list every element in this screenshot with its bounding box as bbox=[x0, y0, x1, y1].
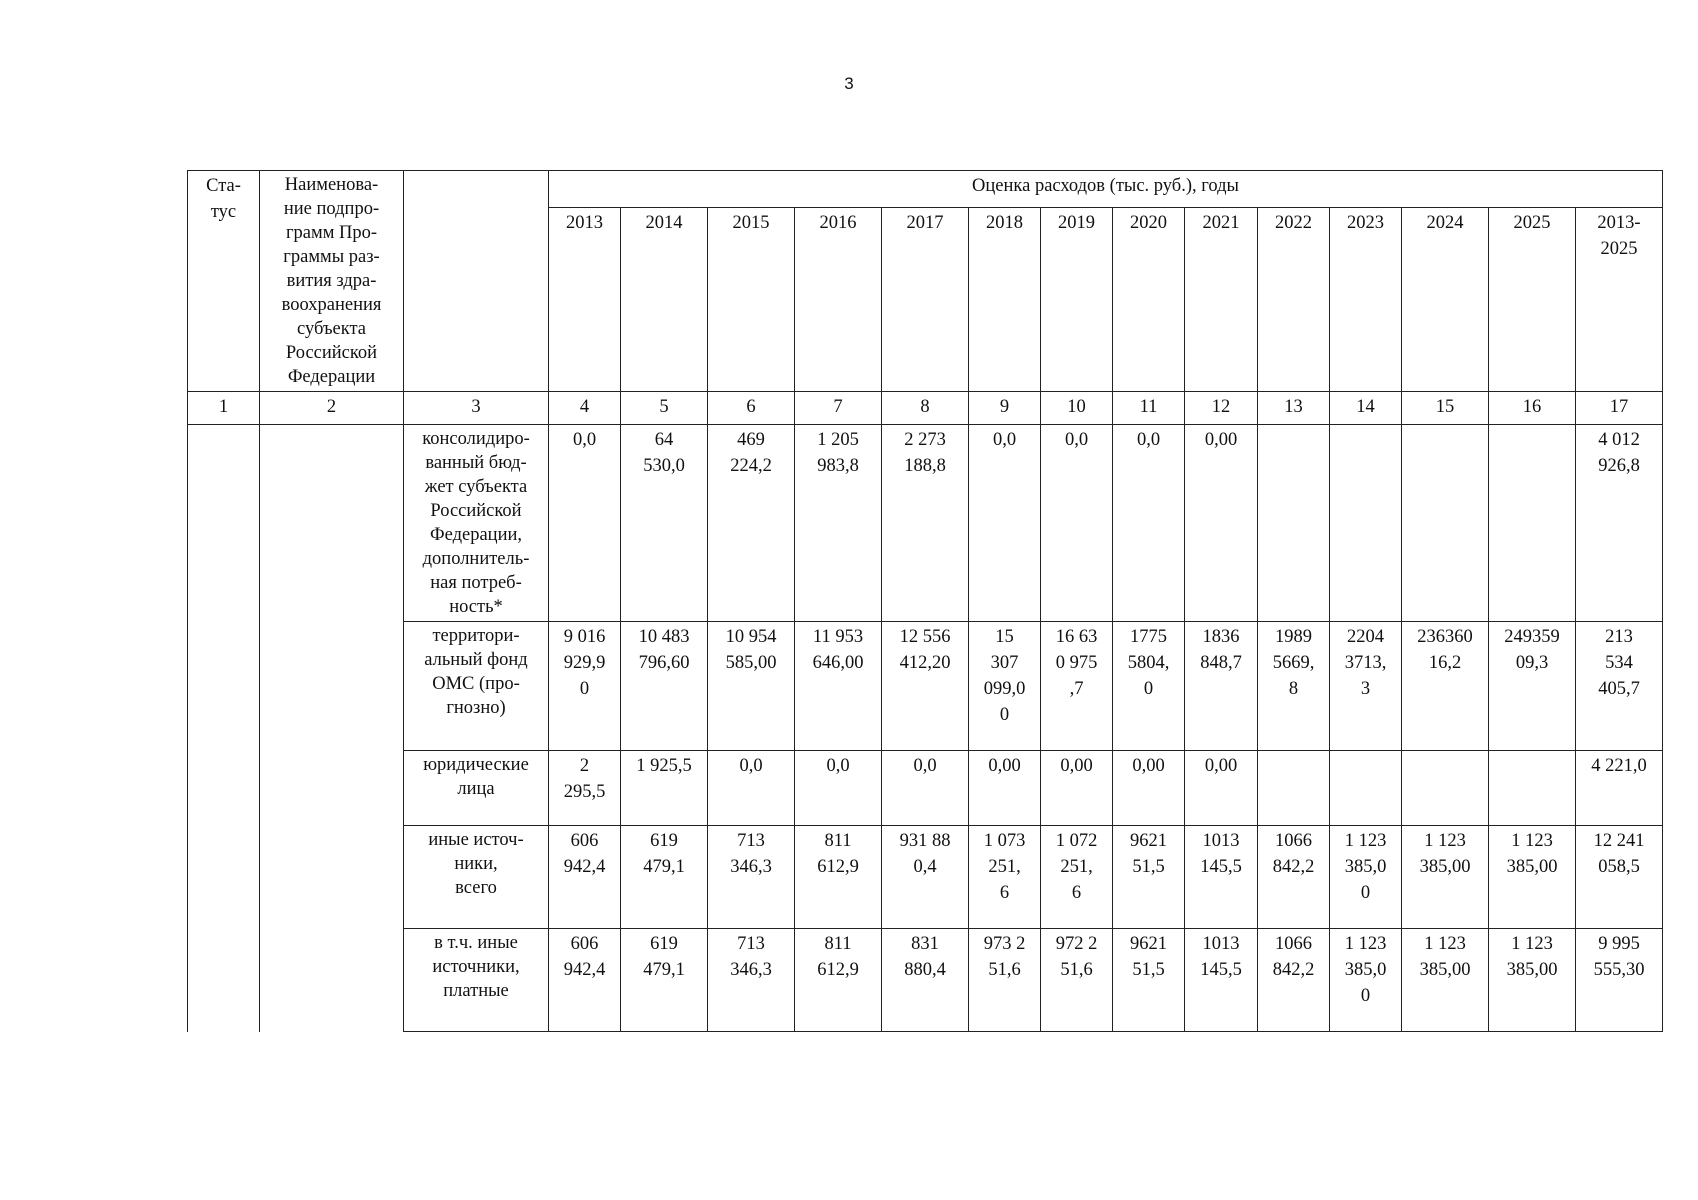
value-cell: 606 942,4 bbox=[549, 826, 621, 929]
value-cell-total: 213 534 405,7 bbox=[1576, 622, 1663, 751]
value-cell-total: 9 995 555,30 bbox=[1576, 929, 1663, 1032]
value-cell: 1 072 251, 6 bbox=[1041, 826, 1113, 929]
column-number: 3 bbox=[404, 392, 549, 425]
value-cell: 1775 5804, 0 bbox=[1113, 622, 1185, 751]
value-cell: 16 63 0 975 ,7 bbox=[1041, 622, 1113, 751]
header-year-total: 2013- 2025 bbox=[1576, 207, 1663, 391]
value-cell bbox=[1258, 425, 1330, 622]
value-cell: 713 346,3 bbox=[708, 826, 795, 929]
header-status: Ста- тус bbox=[188, 171, 260, 392]
value-cell: 11 953 646,00 bbox=[795, 622, 882, 751]
value-cell: 0,0 bbox=[1041, 425, 1113, 622]
value-cell-total: 4 221,0 bbox=[1576, 751, 1663, 826]
header-year: 2025 bbox=[1489, 207, 1576, 391]
row-label: юридические лица bbox=[404, 751, 549, 826]
subprogram-name-cell bbox=[260, 425, 404, 1032]
value-cell-total: 12 241 058,5 bbox=[1576, 826, 1663, 929]
value-cell: 1 205 983,8 bbox=[795, 425, 882, 622]
header-year: 2014 bbox=[621, 207, 708, 391]
value-cell: 0,00 bbox=[1185, 425, 1258, 622]
column-number: 1 bbox=[188, 392, 260, 425]
value-cell: 0,0 bbox=[549, 425, 621, 622]
header-year: 2024 bbox=[1402, 207, 1489, 391]
column-number: 4 bbox=[549, 392, 621, 425]
header-expenses-title: Оценка расходов (тыс. руб.), годы bbox=[549, 171, 1663, 208]
expenses-table bbox=[187, 170, 1663, 1032]
header-year: 2016 bbox=[795, 207, 882, 391]
value-cell bbox=[1402, 425, 1489, 622]
header-subprogram-name: Наименова- ние подпро- грамм Про- граммы раз- вития здра- воохранения субъекта Российской Федерации bbox=[260, 171, 404, 392]
value-cell: 1013 145,5 bbox=[1185, 929, 1258, 1032]
column-number: 2 bbox=[260, 392, 404, 425]
value-cell: 1 123 385,00 bbox=[1489, 929, 1576, 1032]
value-cell: 1 123 385,00 bbox=[1489, 826, 1576, 929]
row-label: территори- альный фонд ОМС (про- гнозно) bbox=[404, 622, 549, 751]
column-number: 14 bbox=[1330, 392, 1402, 425]
value-cell: 10 954 585,00 bbox=[708, 622, 795, 751]
column-number: 12 bbox=[1185, 392, 1258, 425]
table-row bbox=[188, 826, 1663, 929]
value-cell bbox=[1258, 751, 1330, 826]
value-cell: 0,0 bbox=[795, 751, 882, 826]
value-cell: 9621 51,5 bbox=[1113, 826, 1185, 929]
value-cell bbox=[1402, 751, 1489, 826]
value-cell: 811 612,9 bbox=[795, 826, 882, 929]
value-cell: 64 530,0 bbox=[621, 425, 708, 622]
value-cell: 9 016 929,9 0 bbox=[549, 622, 621, 751]
table-row bbox=[188, 929, 1663, 1032]
value-cell: 0,00 bbox=[969, 751, 1041, 826]
value-cell bbox=[1330, 751, 1402, 826]
header-year: 2020 bbox=[1113, 207, 1185, 391]
header-year: 2021 bbox=[1185, 207, 1258, 391]
value-cell: 15 307 099,0 0 bbox=[969, 622, 1041, 751]
value-cell: 236360 16,2 bbox=[1402, 622, 1489, 751]
header-source bbox=[404, 171, 549, 392]
value-cell: 1 123 385,0 0 bbox=[1330, 826, 1402, 929]
value-cell: 973 2 51,6 bbox=[969, 929, 1041, 1032]
column-number: 8 bbox=[882, 392, 969, 425]
value-cell: 972 2 51,6 bbox=[1041, 929, 1113, 1032]
value-cell: 606 942,4 bbox=[549, 929, 621, 1032]
value-cell: 0,0 bbox=[882, 751, 969, 826]
value-cell: 1989 5669, 8 bbox=[1258, 622, 1330, 751]
page-number: 3 bbox=[844, 74, 854, 93]
status-cell bbox=[188, 425, 260, 1032]
header-row-top bbox=[188, 171, 1663, 208]
header-year: 2023 bbox=[1330, 207, 1402, 391]
value-cell: 0,00 bbox=[1113, 751, 1185, 826]
column-number: 10 bbox=[1041, 392, 1113, 425]
header-year: 2018 bbox=[969, 207, 1041, 391]
header-year: 2022 bbox=[1258, 207, 1330, 391]
column-number: 5 bbox=[621, 392, 708, 425]
value-cell: 469 224,2 bbox=[708, 425, 795, 622]
value-cell: 619 479,1 bbox=[621, 826, 708, 929]
row-label: иные источ- ники, всего bbox=[404, 826, 549, 929]
value-cell: 1013 145,5 bbox=[1185, 826, 1258, 929]
column-number: 13 bbox=[1258, 392, 1330, 425]
table-row bbox=[188, 425, 1663, 622]
value-cell: 811 612,9 bbox=[795, 929, 882, 1032]
value-cell: 619 479,1 bbox=[621, 929, 708, 1032]
value-cell bbox=[1489, 751, 1576, 826]
value-cell-total: 4 012 926,8 bbox=[1576, 425, 1663, 622]
value-cell: 12 556 412,20 bbox=[882, 622, 969, 751]
value-cell: 1066 842,2 bbox=[1258, 826, 1330, 929]
value-cell bbox=[1330, 425, 1402, 622]
value-cell: 1 123 385,00 bbox=[1402, 929, 1489, 1032]
value-cell: 0,0 bbox=[969, 425, 1041, 622]
value-cell: 0,0 bbox=[708, 751, 795, 826]
value-cell bbox=[1489, 425, 1576, 622]
value-cell: 0,00 bbox=[1185, 751, 1258, 826]
value-cell: 1 123 385,00 bbox=[1402, 826, 1489, 929]
value-cell: 1836 848,7 bbox=[1185, 622, 1258, 751]
value-cell: 1066 842,2 bbox=[1258, 929, 1330, 1032]
value-cell: 10 483 796,60 bbox=[621, 622, 708, 751]
column-number: 16 bbox=[1489, 392, 1576, 425]
column-number: 9 bbox=[969, 392, 1041, 425]
table-row bbox=[188, 751, 1663, 826]
value-cell: 931 88 0,4 bbox=[882, 826, 969, 929]
column-number: 7 bbox=[795, 392, 882, 425]
value-cell: 713 346,3 bbox=[708, 929, 795, 1032]
column-number: 17 bbox=[1576, 392, 1663, 425]
column-number: 6 bbox=[708, 392, 795, 425]
value-cell: 831 880,4 bbox=[882, 929, 969, 1032]
value-cell: 1 925,5 bbox=[621, 751, 708, 826]
value-cell: 2204 3713, 3 bbox=[1330, 622, 1402, 751]
header-year: 2013 bbox=[549, 207, 621, 391]
column-number: 11 bbox=[1113, 392, 1185, 425]
value-cell: 2 295,5 bbox=[549, 751, 621, 826]
row-label: консолидиро- ванный бюд- жет субъекта Российской Федерации, дополнитель- ная потреб- ность* bbox=[404, 425, 549, 622]
value-cell: 1 073 251, 6 bbox=[969, 826, 1041, 929]
value-cell: 2 273 188,8 bbox=[882, 425, 969, 622]
table-row bbox=[188, 622, 1663, 751]
value-cell: 249359 09,3 bbox=[1489, 622, 1576, 751]
value-cell: 9621 51,5 bbox=[1113, 929, 1185, 1032]
value-cell: 1 123 385,0 0 bbox=[1330, 929, 1402, 1032]
row-label: в т.ч. иные источники, платные bbox=[404, 929, 549, 1032]
header-year: 2019 bbox=[1041, 207, 1113, 391]
column-number: 15 bbox=[1402, 392, 1489, 425]
column-numbers-row bbox=[188, 392, 1663, 425]
header-year: 2017 bbox=[882, 207, 969, 391]
value-cell: 0,0 bbox=[1113, 425, 1185, 622]
header-year: 2015 bbox=[708, 207, 795, 391]
value-cell: 0,00 bbox=[1041, 751, 1113, 826]
